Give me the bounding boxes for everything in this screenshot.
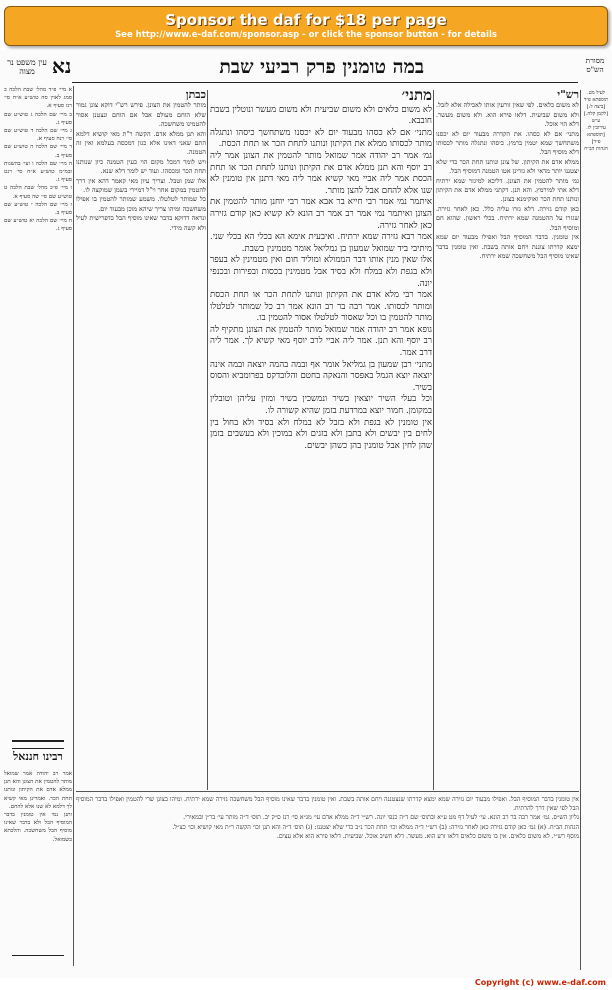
tosafot-paragraph: כל שמותר לטלטלו. משמע שמותר להטמין בו אפילו משחשכה ומיהו צריך שיהא מוכן מבעוד יום. xyxy=(76,195,206,213)
rabeinu-chananel-paragraph: ותנן נמי אין טומנין בדבר המוסיף הבל ולא בדבר שאינו מוסיף הבל משחשכה. והלכתא כשמואל. xyxy=(4,812,72,843)
column-divider xyxy=(433,90,434,790)
sponsor-banner[interactable] xyxy=(4,6,608,46)
gemara-paragraph: אמר רבי מלא אדם את הקיתון ונותנו לתחת הכר או תחת הכסת ומותר לכסותו. אמר רבה בר רב הונא אמר רב כל שמותר לטלטלו מותר להטמין בו וכל שאסור לטלטלו אסור להטמין בו. xyxy=(210,290,432,324)
margin-note: ע״ש xyxy=(591,118,601,124)
bottom-commentary xyxy=(76,795,579,973)
margin-note: [לקמן קלה.] xyxy=(583,111,609,117)
ein-mishpat-entry: ז מיי׳ שם הלכה י טוש״ע שם סעיף ב. xyxy=(4,201,72,217)
tosafot-paragraph: מותר להטמין את הצונן. פירש רש"י דוקא צונן גמור שלא הוחם מעולם אבל אם הוחם ונצטנן אסור להטמינו משחשכה. xyxy=(76,101,206,129)
ein-mishpat-entry: ו מיי׳ פ״כ מהל׳ שבת הלכה ט טוש״ע שם סי׳ שה סעיף א. xyxy=(4,185,72,200)
margin-note: [ביצה ל:] xyxy=(586,104,606,110)
rabeinu-chananel-column xyxy=(4,770,72,970)
mesorah-label: מסורת הש"ס xyxy=(585,56,605,74)
gemara-paragraph: מתני׳ רבן שמעון בן גמליאל אומר אף ובמה בהמה יוצאה ובמה אינה יוצאה יוצא הגמל באפסר והנאקה בחטם והלובדקס בפרומביא והסוס בשיר. xyxy=(210,359,432,393)
ein-mishpat-entry: ב מיי׳ שם הלכה ג טוש״ע שם סעיף ג. xyxy=(4,111,72,126)
tosafot-opening-word: כבתן xyxy=(185,90,206,101)
margin-note: [תוספתא פ״ד] xyxy=(587,132,605,145)
rashi-heading: רש"י xyxy=(557,90,579,101)
ein-mishpat-entry: ח מיי׳ שם הלכה יא טוש״ע שם סעיף ג. xyxy=(4,218,72,233)
page-folio-number: נא xyxy=(52,54,72,78)
bottom-rule xyxy=(76,791,579,792)
ein-mishpat-column xyxy=(4,86,72,606)
tosafot-paragraph: והא תנן ממלא אדם. הקשה ר"ת מאי קושיא דלמא התם שאני דאינו אלא כגון דמכסה בעלמא ואין זה הטמנה. xyxy=(76,129,206,157)
gemara-paragraph: גמ׳ אמר רב יהודה אמר שמואל מותר להטמין את הצונן אמר ליה רב יוסף והא תנן ממלא אדם את הקיתון ונותנו לתחת הכר או תחת הכסת אמר ליה אביי מאי קשיא אמר ליה מאי דתנן אין טומנין לא שנו אלא להחם אבל להצן מותר. xyxy=(210,150,432,196)
bottom-paragraph: הגהות הב״ח. (א) גמ׳ כאן קודם גזירה כאן לאחר גזירה: (ב) רש״י ד״ה ממלא וכו׳ תחת הכר נ״ב כדי שלא יצטננו: (ג) תוס׳ ד״ה והא תנן וכו׳ הקשה ר״ת מאי קושיא וכו׳ כצ״ל. xyxy=(172,823,579,831)
section-ornament xyxy=(12,740,64,749)
bottom-paragraph: גליון הש״ס. גמ׳ אמר רבה בר רב הונא. עי׳ לעיל דף מט ע״א ובתוס׳ שם ד״ה כנפי יונה. רש״י ד״ה ממלא אדם עי׳ מג״א סי׳ רנז ס״ק יב. תוס׳ ד״ה מותר עי׳ בר״ן ובמאירי. xyxy=(183,814,579,822)
bottom-paragraph: אין טומנין בדבר המוסיף הבל. ואפילו מבעוד יום גזירה שמא ימצא קדרתו שנצטננה ויחם אותה בשבת. ואין טומנין בדבר שאינו מוסיף הבל משחשכה גזירה שמא ירתיח. ומיהו בצונן שרי להטמין ואפילו בדבר המוסיף הבל לפי שאין דרך להרתיח. xyxy=(76,796,579,813)
margin-note: הגהות הב״ח xyxy=(584,146,608,152)
ein-mishpat-entry: ד מיי׳ שם הלכה ה טוש״ע שם סעיף ב. xyxy=(4,144,72,159)
gemara-paragraph: אין טומנין לא בגפת ולא בזבל לא במלח ולא בסיד ולא בחול בין לחים בין יבשים ולא בתבן ולא בזגים ולא במוכין ולא בעשבים בזמן שהן לחין אבל טומנין בהן כשהן יבשים. xyxy=(210,417,432,451)
rashi-paragraph: כאן קודם גזירה. דלא גזרו עליה כלל. כאן לאחר גזירה. שגזרו על ההטמנה שמא ירתיח. בכלי ראשון. שהוא חם ומוסיף הבל. xyxy=(436,204,579,232)
mesorah-margin xyxy=(582,90,610,970)
ein-mishpat-label: עין משפט נר מצוה xyxy=(7,58,47,76)
gemara-paragraph: אלו שאין מנין אותו דבר הממולא ומוליד חום ואין מטמינין לא בעפר ולא בגפת ולא במלח ולא בסיד אבל מטמינין בכסות ובפירות ובכנפי יונה. xyxy=(210,255,432,289)
margin-note: לעיל מט. xyxy=(587,90,605,96)
gemara-paragraph: גופא אמר רב יהודה אמר שמואל מותר להטמין את הצונן מתקיף לה רב יוסף והא תנן. אמר ליה אביי לרב יוסף מאי קשיא לך. אמר ליה דרב אמר. xyxy=(210,324,432,359)
rashi-paragraph: מתני׳ אם לא כסהו. את הקדרה מבעוד יום לא יכסנו משתחשך שמא יטמין ברמץ. כיסהו ונתגלה מותר לכסותו דלא מוסיף הבל. xyxy=(436,129,579,157)
gemara-column xyxy=(210,90,432,790)
column-divider xyxy=(73,86,74,966)
tosafot-paragraph: ונראה דדוקא בדבר שאינו מוסיף הבל כדפרישית לעיל ולא קשה מידי. xyxy=(76,214,206,232)
tosafot-column xyxy=(76,90,206,790)
copyright-notice: Copyright (c) www.e-daf.com xyxy=(474,978,606,987)
ein-mishpat-entry: ה מיי׳ שם הלכה ו ועי׳ בהשגות ובמ״מ טוש״ע א״ח סי׳ רנט סעיף ג. xyxy=(4,160,72,184)
talmud-page xyxy=(0,50,612,978)
gemara-paragraph: וכל בעלי השיר יוצאין בשיר ונמשכין בשיר ומזין עליהן וטובלין במקומן. חמור יוצא במרדעת בזמן שהיא קשורה לו. xyxy=(210,394,432,417)
gemara-paragraph: לא משום כלאים ולא משום שביעית ולא משום מעשר ונוטלין בשבת חובבא. xyxy=(210,104,432,127)
page-header-title: במה טומנין פרק רביעי שבת xyxy=(219,56,424,78)
sponsor-subtitle: See http://www.e-daf.com/sponsor.asp - or click the sponsor button - for details xyxy=(115,30,497,40)
rashi-column xyxy=(436,90,579,790)
sponsor-title: Sponsor the daf for $18 per page xyxy=(165,11,447,29)
column-divider xyxy=(580,90,581,970)
ein-mishpat-entry: א מיי׳ פ״ד מהל׳ שבת הלכה ב סמג לאוין סה טוש״ע א״ח סי׳ רנז סעיף א. xyxy=(4,87,72,110)
gemara-opening-word: מתני׳ xyxy=(401,90,432,104)
rabeinu-chananel-title: רבינו חננאל xyxy=(13,750,63,763)
header-rule xyxy=(72,82,578,83)
bottom-paragraph: מוסף רש״י. לא משום כלאים. אין בו משום כלאים דלאו זרע הוא. מעשר. דלא חשיב אוכל. שביעית. דלאו פירא הוא אלא עצים. xyxy=(276,832,579,840)
tosafot-paragraph: ויש לומר דמכל מקום הוי כעין הטמנה כיון שנותנו תחת הכר ומכסהו. ועוד יש לומר דלא שנא. xyxy=(76,157,206,176)
rashi-paragraph: לא משום כלאים. לפי שאין זורעין אותו לאכילה אלא לזבל. ולא משום שביעית. דלאו פירא הוא. ולא משום מעשר. דלא הוי אוכל. xyxy=(436,101,579,129)
rashi-paragraph: ממלא אדם את הקיתון. של צונן ונותנו תחת הכר כדי שלא יצטננו יותר מדאי ולא גזרינן אטו הטמנה דמוסיף הבל. xyxy=(436,157,579,176)
gemara-paragraph: אמר רבא גזירה שמא ירתיח. ואיבעית אימא הא בכלי הא בכלי שני. מיתיבי ביד שמואל שמעון בן גמליאל אומר מטמינין בשבת. xyxy=(210,232,432,254)
rashi-paragraph: אין טומנין. בדבר המוסיף הבל ואפילו מבעוד יום שמא ימצא קדרתו צוננת ויחם אותה בשבת. ואין טומנין בדבר שאינו מוסיף הבל משחשכה שמא ירתיח. xyxy=(436,233,579,260)
section-ornament xyxy=(12,955,64,960)
margin-note: תוספתא פ״ד xyxy=(583,97,609,103)
gemara-paragraph: מתני׳ אם לא כסהו מבעוד יום לא יכסנו משתחשך כיסהו ונתגלה מותר לכסותו ממלא את הקיתון ונותנו לתחת הכר או תחת הכסת. xyxy=(210,127,432,150)
column-divider xyxy=(207,90,208,790)
rabeinu-chananel-paragraph: אמר רב יהודה אמר שמואל מותר להטמין את הצונן והא תנן ממלא אדם את הקיתון ונותנו תחת הכר. ואמרינן מאי קשיא לך דלמא לא שנו אלא להחם. xyxy=(4,771,72,810)
tosafot-paragraph: אלו שמן וטבל. וצריך עיון מאי קאמר דהא אין דרך להטמין במקום אחר וי"ל דמיירי בשמן שמוקצה לו. xyxy=(76,176,206,195)
margin-note: עירובין לו. xyxy=(586,125,606,131)
rashi-paragraph: גמ׳ מותר להטמין את הצונן. דליכא למיגזר שמא ירתיח דלא אתי למירמץ. והא תנן. דקתני ממלא אדם את הקיתון ונותנו תחת הכר ואוקימנא בצונן. xyxy=(436,176,579,204)
gemara-paragraph: איתמר נמי אמר רבי חייא בר אבא אמר רבי יוחנן מותר להטמין את הצונן ואיתמר נמי אמר רב אמר רב הונא לא קשיא כאן קודם גזירה כאן לאחר גזירה. xyxy=(210,197,432,231)
ein-mishpat-entry: ג מיי׳ שם הלכה ד טוש״ע שם סי׳ רנח סעיף א. xyxy=(4,128,72,143)
